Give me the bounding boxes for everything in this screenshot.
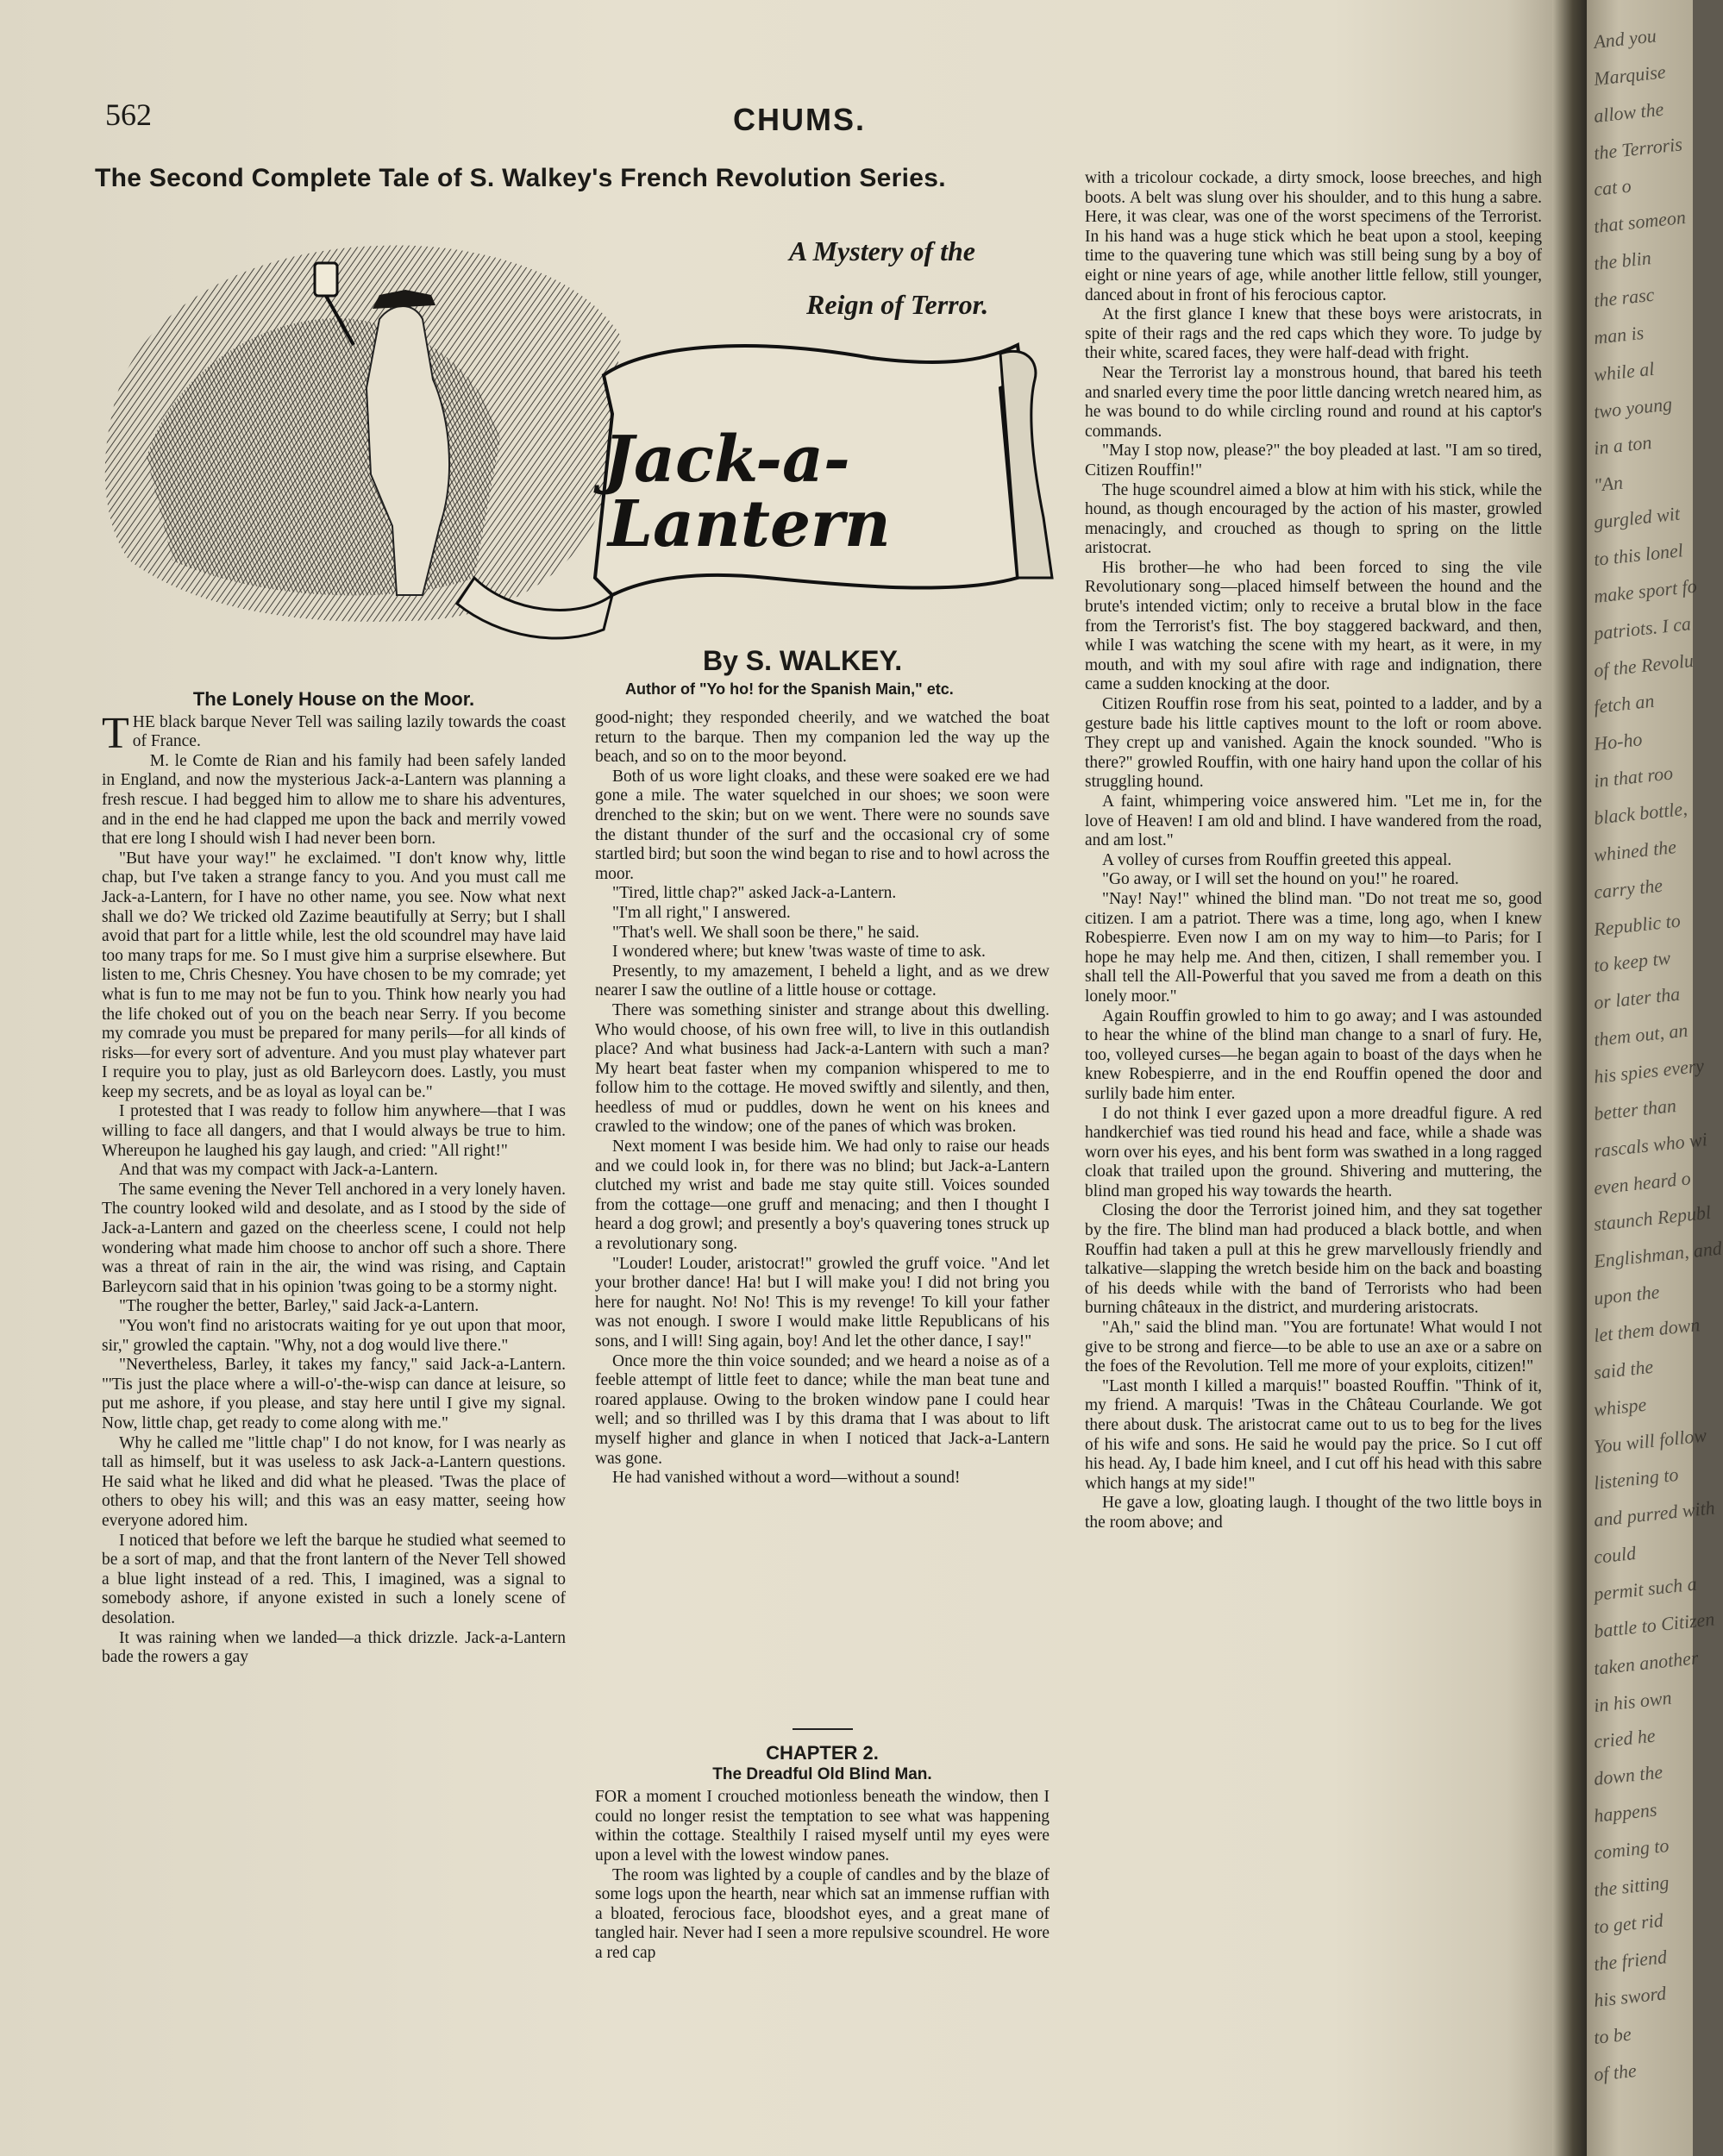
author-note: Author of "Yo ho! for the Spanish Main," etc.: [625, 680, 954, 698]
paragraph: "I'm all right," I answered.: [612, 903, 791, 922]
adjacent-page-text: staunch Republ: [1592, 1201, 1713, 1236]
adjacent-page-text: the friend: [1592, 1945, 1669, 1975]
adjacent-page-text: Republic to: [1592, 909, 1682, 940]
adjacent-page-text: the blin: [1592, 247, 1652, 275]
paragraph: The huge scoundrel aimed a blow at him with his stick, while the hound, as though encouraged by the action of his master, growled menacingly, and crouched as though to spring on the little aristocrat.: [1085, 480, 1542, 558]
paragraph: Why he called me "little chap" I do not know, for I was nearly as tall as himself, but it was useless to ask Jack-a-Lantern questions. He said what he liked and did what he pleased. 'Twas the place of others to obey his will; and this was an easy matter, seeing how everyone adored him.: [102, 1433, 566, 1530]
lantern-icon: [315, 263, 337, 296]
paragraph: "But have your way!" he exclaimed. "I don't know why, little chap, but I've taken a strange fancy to you. And you must call me Jack-a-Lantern, for I have no other name, you see. Now what next shall we do? We tricked old Zazime beautifully at Serry; but I shall avoid that part for a little while, lest the old scoundrel may have laid too many traps for me. So I must give him a surprise elsewhere. But listen to me, Chris Chesney. You have chosen to be my comrade; yet what is fun to me may not be fun to you. Think how nearly you had the life choked out of you on the beach near Serry. If you become my comrade you must be prepared for many perils—for all kinds of risks—for every sort of adventure. And you must play whatever part I require you to play, just as old Barleycorn does. Lastly, you must keep my secrets, and be as loyal as loyal can be.": [102, 849, 566, 1101]
adjacent-page-text: cat o: [1592, 174, 1632, 201]
adjacent-page-text: allow the: [1592, 97, 1665, 127]
story-title-line2: Lantern: [608, 487, 891, 561]
paragraph: He had vanished without a word—without a sound!: [612, 1469, 961, 1488]
illustration-subtitle-line2: Reign of Terror.: [806, 289, 989, 320]
adjacent-page-text: whispe: [1592, 1393, 1648, 1420]
adjacent-page-text: coming to: [1592, 1833, 1670, 1864]
adjacent-page-text: to keep tw: [1592, 947, 1672, 977]
adjacent-page-text: the rasc: [1592, 283, 1656, 311]
adjacent-page-text: let them down: [1592, 1313, 1701, 1346]
paragraph: A faint, whimpering voice answered him. "Let me in, for the love of Heaven! I am old and blind. I have wandered from the road, and am lost.": [1085, 793, 1542, 850]
paragraph: At the first glance I knew that these boys were aristocrats, in spite of their rags and the red caps which they wore. To judge by their white, scared faces, they were half-dead with fright.: [1085, 305, 1542, 363]
chapter-divider: [793, 1728, 853, 1730]
paragraph: Again Rouffin growled to him to go away; and I was astounded to hear the whine of the blind man change to a snarl of fury. He, too, volleyed curses—he began again to boast of the days when he knew Robespierre, and in the end Rouffin opened the door and surlily bade him enter.: [1085, 1006, 1542, 1103]
chapter-heading: CHAPTER 2.: [766, 1742, 879, 1764]
adjacent-page-text: Englishman, and: [1592, 1237, 1723, 1273]
column-2: [595, 709, 1049, 1489]
adjacent-page-text: carry the: [1592, 874, 1664, 903]
adjacent-page-text: black bottle,: [1592, 797, 1689, 829]
paragraph: "That's well. We shall soon be there," he said.: [612, 923, 919, 942]
adjacent-page-text: gurgled wit: [1592, 502, 1682, 534]
adjacent-page-text: them out, an: [1592, 1018, 1689, 1051]
magazine-title: CHUMS.: [733, 102, 866, 137]
adjacent-page-text: listening to: [1592, 1463, 1680, 1495]
chapter-2-start: [595, 1716, 1049, 1964]
paragraph: with a tricolour cockade, a dirty smock, loose breeches, and high boots. A belt was slung over his shoulder, and to this hung a sabre. Here, it was clear, was one of the worst specimens of the Terrorist. In his hand was a huge stick which he beat upon a stool, keeping time to the quavering tune which was still being sung by a boy of eight or nine years of age, while another little fellow, still younger, danced about in front of his ferocious captor.: [1085, 169, 1542, 304]
adjacent-page-text: in that roo: [1592, 761, 1675, 793]
adjacent-page-text: man is: [1592, 321, 1645, 348]
adjacent-page-text: happens: [1592, 1798, 1658, 1827]
adjacent-page-text: and purred with: [1592, 1496, 1716, 1532]
paragraph: Once more the thin voice sounded; and we heard a noise as of a feeble attempt of little feet to dance; while the man beat tune and roared applause. Owing to the broken window pane I could hear well; and so thrilled was I by this drama that I was about to lift myself higher and glance in when I noticed that Jack-a-Lantern was gone.: [595, 1351, 1049, 1468]
adjacent-page-text: even heard o: [1592, 1166, 1692, 1199]
adjacent-page-text: could: [1592, 1542, 1638, 1569]
paragraph: Presently, to my amazement, I beheld a light, and as we drew nearer I saw the outline of a little house or cottage.: [595, 962, 1049, 1000]
paragraph: Citizen Rouffin rose from his seat, pointed to a ladder, and by a gesture bade his little captives mount to the loft or room above. They crept up and vanished. Again the knock sounded. "Who is there?" growled Rouffin, with one hairy hand upon the collar of his struggling hound.: [1085, 695, 1542, 792]
adjacent-page-text: his spies every: [1592, 1054, 1706, 1087]
adjacent-page-text: You will follow: [1592, 1423, 1708, 1457]
adjacent-page-text: taken another: [1592, 1646, 1700, 1679]
paragraph: Closing the door the Terrorist joined him, and they sat together by the fire. The blind man had produced a black bottle, and when Rouffin had taken a pull at this he grew marvellously friendly and talkative—slapping the wretch beside him on the back and boasting of his deeds while with the band of Terrorists who had been burning châteaux in the district, and murdering aristocrats.: [1085, 1201, 1542, 1318]
adjacent-page-text: in his own: [1592, 1686, 1673, 1716]
adjacent-page-edge: [1587, 0, 1723, 2156]
adjacent-page-text: make sport fo: [1592, 574, 1698, 607]
paragraph: Next moment I was beside him. We had only to raise our heads and we could look in, for there was no blind; but Jack-a-Lantern clutched my wrist and bade me stay quite still. Voices sounded from the cottage—one gruff and menacing; and then I thought I heard a dog growl; and presently a boy's quavering tones struck up a revolutionary song.: [595, 1138, 1049, 1254]
paragraph: I protested that I was ready to follow him anywhere—that I was willing to face all dangers, and that I would always be true to him. Whereupon he laughed his gay laugh, and cried: "All right!": [102, 1102, 566, 1160]
paragraph: good-night; they responded cheerily, and we watched the boat return to the barque. Then my companion led the way up the beach, and so on to the moor beyond.: [595, 709, 1049, 767]
paragraph: There was something sinister and strange about this dwelling. Who would choose, of his own free will, to live in this outlandish place? And what business had Jack-a-Lantern with such a man? My heart beat faster when my companion whispered to me to follow him to the cottage. He moved swiftly and silently, and then, heedless of mud or puddles, down he went on his knees and crawled to the window; one of the panes of which was broken.: [595, 1000, 1049, 1137]
paragraph: I noticed that before we left the barque he studied what seemed to be a sort of map, and that the front lantern of the Never Tell showed a blue light instead of a red. This, I imagined, was a signal to somebody ashore, if anyone existed in such a lonely scene of desolation.: [102, 1531, 566, 1627]
adjacent-page-text: Marquise: [1592, 60, 1667, 90]
paragraph: A volley of curses from Rouffin greeted this appeal.: [1102, 850, 1452, 869]
paragraph: It was raining when we landed—a thick drizzle. Jack-a-Lantern bade the rowers a gay: [102, 1628, 566, 1667]
adjacent-page-text: of the Revolu: [1592, 649, 1695, 681]
adjacent-page-text: rascals who wi: [1592, 1127, 1708, 1162]
adjacent-page-text: of the: [1592, 2059, 1638, 2086]
page-number: 562: [105, 97, 152, 132]
paragraph: And that was my compact with Jack-a-Lantern.: [119, 1161, 438, 1180]
adjacent-page-text: better than: [1592, 1094, 1677, 1125]
paragraph: "Nay! Nay!" whined the blind man. "Do not treat me so, good citizen. I am a patriot. There was a time, long ago, when I knew Robespierre. Even now I am on my way to him—to Paris; for I hope he may help me. And then, citizen, I shall remember you. I shall tell the All-Powerful that you saved me from a death on this lonely moor.": [1085, 889, 1542, 1006]
adjacent-page-text: patriots. I ca: [1592, 611, 1693, 644]
adjacent-page-text: to get rid: [1592, 1908, 1664, 1938]
adjacent-page-text: fetch an: [1592, 690, 1656, 718]
adjacent-page-text: the sitting: [1592, 1871, 1670, 1901]
paragraph: "Go away, or I will set the hound on you!" he roared.: [1102, 870, 1459, 889]
adjacent-page-text: to be: [1592, 2022, 1632, 2049]
paragraph: He gave a low, gloating laugh. I thought of the two little boys in the room above; and: [1085, 1494, 1542, 1532]
paragraph: "Last month I killed a marquis!" boasted Rouffin. "Think of it, my friend. A marquis! 'Twas in the Château Courlande. We got there about dusk. The aristocrat came out to us to beg for the lives of his wife and sons. He said he would pay the price. So I cut off his head. Ay, I bade him kneel, and I cut off his head with this sabre which hangs at my side!": [1085, 1376, 1542, 1493]
adjacent-page-text: that someon: [1592, 206, 1687, 238]
story-title-line1: Jack-a-: [604, 423, 850, 497]
adjacent-page-text: "An: [1592, 471, 1625, 497]
story-illustration: [95, 216, 1069, 681]
adjacent-page-text: Ho-ho: [1592, 728, 1644, 755]
adjacent-page-text: in a ton: [1592, 431, 1653, 460]
chapter-subheading: The Dreadful Old Blind Man.: [712, 1764, 932, 1783]
adjacent-page-text: said the: [1592, 1355, 1655, 1383]
paragraph: "You won't find no aristocrats waiting for ye out upon that moor, sir," growled the captain. "Why, not a dog would live there.": [102, 1317, 566, 1355]
paragraph: The same evening the Never Tell anchored in a very lonely haven. The country looked wild and desolate, and as I stood by the side of Jack-a-Lantern and gazed on the cheerless scene, I could not help wondering what made him choose to anchor off such a shore. There was a threat of rain in the air, the wind was rising, and Captain Barleycorn said that in his opinion 'twas going to be a stormy night.: [102, 1180, 566, 1296]
paragraph: Both of us wore light cloaks, and these were soaked ere we had gone a mile. The water squelched in our shoes; we soon were drenched to the skin; but on we went. There were no sounds save the distant thunder of the surf and the occasional cry of some startled bird; but soon the wind began to rise and to howl across the moor.: [595, 767, 1049, 883]
adjacent-page-text: permit such a: [1592, 1572, 1698, 1605]
paragraph: "Louder! Louder, aristocrat!" growled the gruff voice. "And let your brother dance! Ha! but I will make you! I did not bring you here for naught. No! No! This is my revenge! To kill your father was not enough. I swore I would make little Republicans of his sons, and I will! Sing again, boy! And let the other dance, I say!": [595, 1254, 1049, 1351]
adjacent-page-text: or later tha: [1592, 982, 1682, 1014]
paragraph: The room was lighted by a couple of candles and by the blaze of some logs upon the hearth, near which sat an immense ruffian with a bloated, ferocious face, bloodshot eyes, and a great mane of tangled hair. Never had I seen a more repulsive scoundrel. He wore a red cap: [595, 1865, 1049, 1962]
paragraph: M. le Comte de Rian and his family had been safely landed in England, and now the mysterious Jack-a-Lantern was planning a fresh rescue. I had begged him to allow me to share his adventures, and in the end he had clapped me upon the back and merrily vowed that ere long I should wish I had never been born.: [102, 751, 566, 849]
paragraph: "May I stop now, please?" the boy pleaded at last. "I am so tired, Citizen Rouffin!": [1085, 442, 1542, 479]
series-title: The Second Complete Tale of S. Walkey's French Revolution Series.: [95, 164, 946, 192]
adjacent-page-text: while al: [1592, 357, 1656, 385]
illustration-subtitle-line1: A Mystery of the: [789, 235, 975, 266]
adjacent-page-text: his sword: [1592, 1982, 1668, 2012]
paragraph: Near the Terrorist lay a monstrous hound, that bared his teeth and snarled every time the poor little dancing wretch neared him, as he was bound to do while circling round and round at his captor's commands.: [1085, 363, 1542, 441]
book-gutter: [1552, 0, 1587, 2156]
adjacent-page-text: cried he: [1592, 1725, 1657, 1753]
adjacent-page-text: whined the: [1592, 835, 1677, 866]
adjacent-page-text: down the: [1592, 1760, 1664, 1790]
adjacent-page-text: And you: [1592, 24, 1657, 53]
column-3: [1085, 169, 1542, 1533]
adjacent-page-text: battle to Citizen: [1592, 1608, 1716, 1642]
byline: By S. WALKEY.: [703, 645, 903, 676]
adjacent-page-text: two young: [1592, 392, 1674, 423]
adjacent-page-text: to this lonel: [1592, 539, 1684, 570]
paragraph: "Nevertheless, Barley, it takes my fancy," said Jack-a-Lantern. "'Tis just the place where a will-o'-the-wisp can dance at leisure, so put me ashore, if you please, and stay here until I give my signal. Now, little chap, get ready to come along with me.": [102, 1356, 566, 1432]
drop-cap: T: [102, 708, 129, 758]
paragraph: His brother—he who had been forced to sing the vile Revolutionary song—placed himself between the hound and the brute's intended victim; only to receive a brutal blow in the face from the Terrorist's fist. The boy staggered backward, and then, while I was watching the scene with my heart, as it were, in my mouth, and with my soul afire with rage and indignation, there came a sudden knocking at the door.: [1085, 558, 1542, 694]
paragraph: "The rougher the better, Barley," said Jack-a-Lantern.: [119, 1297, 479, 1316]
column-1: [102, 690, 566, 1668]
paragraph: I do not think I ever gazed upon a more dreadful figure. A red handkerchief was tied round his head and face, while a shade was worn over his eyes, and his bent form was swathed in a long ragged cloak that trailed upon the ground. Shivering and muttering, the blind man groped his way towards the hearth.: [1085, 1104, 1542, 1200]
paragraph: THE black barque Never Tell was sailing lazily towards the coast of France.: [102, 708, 566, 758]
section-heading: The Lonely House on the Moor.: [192, 688, 475, 710]
paragraph: "Ah," said the blind man. "You are fortunate! What would I not give to be strong and fierce—to be able to use an axe or a sabre on the foes of the Revolution. Tell me more of your exploits, citizen!": [1085, 1319, 1542, 1376]
paragraph: "Tired, little chap?" asked Jack-a-Lantern.: [612, 884, 897, 903]
adjacent-page-text: upon the: [1592, 1281, 1661, 1310]
adjacent-page-text: the Terroris: [1592, 132, 1683, 164]
paragraph: I wondered where; but knew 'twas waste of time to ask.: [612, 943, 986, 962]
paragraph: FOR a moment I crouched motionless beneath the window, then I could no longer resist the temptation to see what was happening within the cottage. Stealthily I raised myself until my eyes were upon a level with the lowest window panes.: [595, 1788, 1049, 1865]
